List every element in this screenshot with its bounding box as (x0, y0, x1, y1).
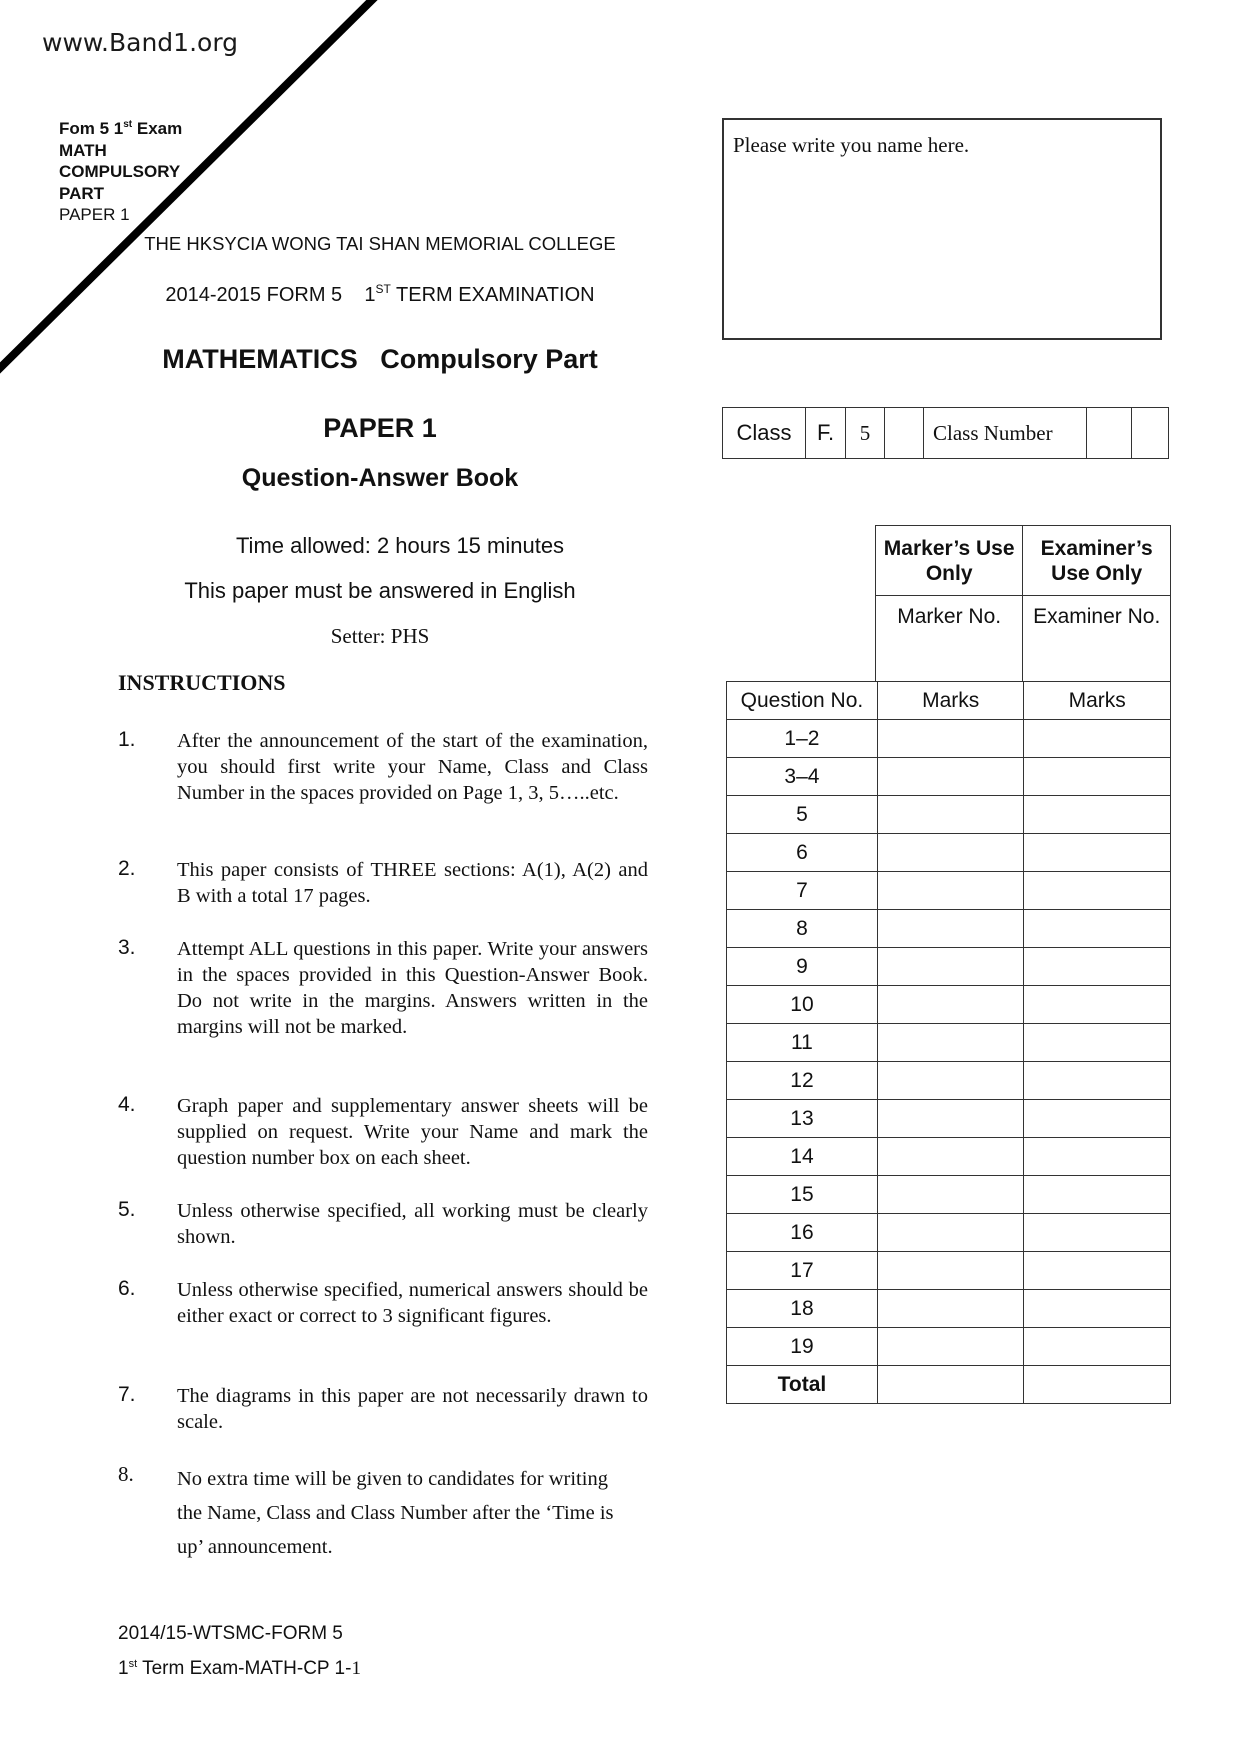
examiner-marks-cell[interactable] (1024, 1252, 1171, 1290)
table-row (727, 986, 1171, 1024)
examiner-marks-cell[interactable] (1024, 720, 1171, 758)
examiner-marks-header: Marks (1024, 682, 1171, 720)
instructions-title: INSTRUCTIONS (118, 670, 286, 695)
examiner-marks-cell[interactable] (1024, 796, 1171, 834)
footer-prefix: 1 (118, 1658, 129, 1679)
footer-page-label (118, 1658, 361, 1680)
examiner-marks-cell[interactable] (1024, 758, 1171, 796)
table-row (727, 1328, 1171, 1366)
examiner-marks-cell[interactable] (1024, 872, 1171, 910)
school-name: THE HKSYCIA WONG TAI SHAN MEMORIAL COLLEGE (144, 233, 616, 254)
table-row (727, 1062, 1171, 1100)
question-number: 9 (727, 948, 878, 986)
class-label: Class (723, 408, 806, 458)
question-number: 3–4 (727, 758, 878, 796)
question-number: 13 (727, 1100, 878, 1138)
instruction-number: 7. (118, 1383, 136, 1406)
marker-marks-cell[interactable] (877, 1214, 1024, 1252)
marker-marks-cell[interactable] (877, 1328, 1024, 1366)
table-row (727, 758, 1171, 796)
marker-no-cell[interactable] (876, 596, 1023, 682)
marker-marks-cell[interactable] (877, 834, 1024, 872)
table-header-row (727, 682, 1171, 720)
examiner-marks-cell[interactable] (1024, 1328, 1171, 1366)
marker-marks-cell[interactable] (877, 948, 1024, 986)
language-note: This paper must be answered in English (184, 578, 576, 603)
table-row (727, 834, 1171, 872)
term-prefix: 2014-2015 FORM 5 1 (165, 284, 376, 306)
term-suffix: TERM EXAMINATION (390, 284, 595, 306)
question-no-header: Question No. (727, 682, 878, 720)
marker-marks-header: Marks (877, 682, 1024, 720)
question-number: 16 (727, 1214, 878, 1252)
examiner-marks-cell[interactable] (1024, 834, 1171, 872)
corner-line4: PART (59, 183, 105, 203)
footer-sup: st (128, 1658, 138, 1670)
watermark-url: www.Band1.org (42, 28, 239, 57)
examiner-marks-cell[interactable] (1024, 1176, 1171, 1214)
question-number: 14 (727, 1138, 878, 1176)
table-row (727, 910, 1171, 948)
marks-table (726, 681, 1171, 1404)
total-row (727, 1366, 1171, 1404)
subject-title: MATHEMATICS Compulsory Part (162, 344, 598, 374)
marker-marks-cell[interactable] (877, 758, 1024, 796)
marker-use-only-header: Marker’s Use Only (876, 526, 1023, 596)
marker-marks-cell[interactable] (877, 720, 1024, 758)
question-number: 12 (727, 1062, 878, 1100)
marker-marks-cell[interactable] (877, 986, 1024, 1024)
table-row (727, 1290, 1171, 1328)
table-row (727, 1138, 1171, 1176)
instruction-text: Attempt ALL questions in this paper. Write your answers in the spaces provided in this Question-Answer Book. Do not write in the margins. Answers written in the margins will not be marked. (177, 938, 648, 1038)
corner-diagonal-line (0, 0, 400, 380)
table-row (727, 1214, 1171, 1252)
table-row (727, 1024, 1171, 1062)
table-row (727, 872, 1171, 910)
table-row (727, 1252, 1171, 1290)
examiner-marks-cell[interactable] (1024, 948, 1171, 986)
instruction-text: This paper consists of THREE sections: A(1), A(2) and B with a total 17 pages. (177, 859, 648, 907)
marker-no-label: Marker No. (897, 605, 1002, 628)
instruction-text: Unless otherwise specified, all working must be clearly shown. (177, 1200, 648, 1248)
marker-marks-cell[interactable] (877, 1138, 1024, 1176)
marker-marks-cell[interactable] (877, 1290, 1024, 1328)
time-allowed: Time allowed: 2 hours 15 minutes (235, 533, 565, 558)
class-letter-field[interactable] (885, 408, 924, 458)
examiner-marks-cell[interactable] (1024, 1100, 1171, 1138)
question-number: 7 (727, 872, 878, 910)
instruction-text: After the announcement of the start of the examination, you should first write your Name, Class and Class Number in the spaces provided on Page 1, 3, 5…..etc. (177, 730, 648, 804)
examiner-marks-cell[interactable] (1024, 1214, 1171, 1252)
corner-line5: PAPER 1 (59, 205, 130, 224)
marker-marks-cell[interactable] (877, 872, 1024, 910)
instruction-number: 3. (118, 936, 136, 959)
corner-line1-suffix: Exam (132, 119, 183, 138)
marker-marks-cell[interactable] (877, 910, 1024, 948)
instruction-text: Graph paper and supplementary answer sheets will be supplied on request. Write your Name and mark the question number box on each sheet. (177, 1095, 648, 1169)
total-label: Total (727, 1366, 878, 1404)
table-row (727, 720, 1171, 758)
examiner-marks-cell[interactable] (1024, 1138, 1171, 1176)
instruction-number: 4. (118, 1093, 136, 1116)
corner-line1-sup: st (123, 119, 133, 130)
marker-marks-cell[interactable] (877, 1100, 1024, 1138)
class-number-digit1-field[interactable] (1087, 408, 1132, 458)
book-title: Question-Answer Book (241, 464, 519, 492)
instruction-number: 5. (118, 1198, 136, 1221)
question-number: 5 (727, 796, 878, 834)
instruction-number: 1. (118, 728, 136, 751)
table-row (727, 1176, 1171, 1214)
examiner-marks-cell[interactable] (1024, 986, 1171, 1024)
examiner-no-cell[interactable] (1023, 596, 1171, 682)
marker-marks-cell[interactable] (877, 1252, 1024, 1290)
question-number: 19 (727, 1328, 878, 1366)
examiner-total-cell[interactable] (1024, 1366, 1171, 1404)
examiner-use-only-header: Examiner’s Use Only (1023, 526, 1171, 596)
examiner-marks-cell[interactable] (1024, 910, 1171, 948)
instruction-text: Unless otherwise specified, numerical answers should be either exact or correct to 3 significant figures. (177, 1279, 648, 1327)
name-field[interactable] (722, 118, 1162, 340)
footer-code: 2014/15-WTSMC-FORM 5 (118, 1623, 343, 1644)
question-number: 15 (727, 1176, 878, 1214)
question-number: 6 (727, 834, 878, 872)
marker-total-cell[interactable] (877, 1366, 1024, 1404)
page-number: 1 (351, 1658, 361, 1679)
marker-marks-cell[interactable] (877, 1176, 1024, 1214)
corner-line1: Fom 5 1 (59, 119, 124, 138)
examiner-marks-cell[interactable] (1024, 1062, 1171, 1100)
form-prefix: F. (806, 408, 846, 458)
examiner-no-label: Examiner No. (1033, 605, 1161, 628)
question-number: 10 (727, 986, 878, 1024)
corner-line3: COMPULSORY (59, 162, 181, 181)
question-number: 18 (727, 1290, 878, 1328)
instruction-text: No extra time will be given to candidates for writing the Name, Class and Class Number after the ‘Time is up’ announcement. (177, 1468, 614, 1558)
name-field-label: Please write you name here. (733, 133, 970, 157)
marker-marks-cell[interactable] (877, 1024, 1024, 1062)
class-info-row (722, 407, 1169, 459)
setter: Setter: PHS (330, 624, 430, 648)
question-number: 1–2 (727, 720, 878, 758)
corner-line2: MATH (59, 140, 107, 160)
table-row (727, 1100, 1171, 1138)
question-number: 17 (727, 1252, 878, 1290)
term-title (120, 284, 640, 307)
footer-mid: Term Exam-MATH-CP 1- (137, 1658, 352, 1679)
question-number: 11 (727, 1024, 878, 1062)
instruction-number: 2. (118, 857, 136, 880)
instruction-number: 6. (118, 1277, 136, 1300)
instruction-text: The diagrams in this paper are not necessarily drawn to scale. (177, 1385, 648, 1433)
class-number-label: Class Number (924, 408, 1087, 458)
class-number-digit2-field[interactable] (1132, 408, 1168, 458)
marker-examiner-header (875, 525, 1171, 682)
examiner-marks-cell[interactable] (1024, 1024, 1171, 1062)
marker-marks-cell[interactable] (877, 796, 1024, 834)
term-sup: ST (375, 282, 391, 296)
table-row (727, 948, 1171, 986)
marker-marks-cell[interactable] (877, 1062, 1024, 1100)
instruction-number: 8. (118, 1462, 134, 1486)
table-row (727, 796, 1171, 834)
question-number: 8 (727, 910, 878, 948)
form-number: 5 (846, 408, 885, 458)
examiner-marks-cell[interactable] (1024, 1290, 1171, 1328)
paper-title: PAPER 1 (323, 413, 437, 443)
